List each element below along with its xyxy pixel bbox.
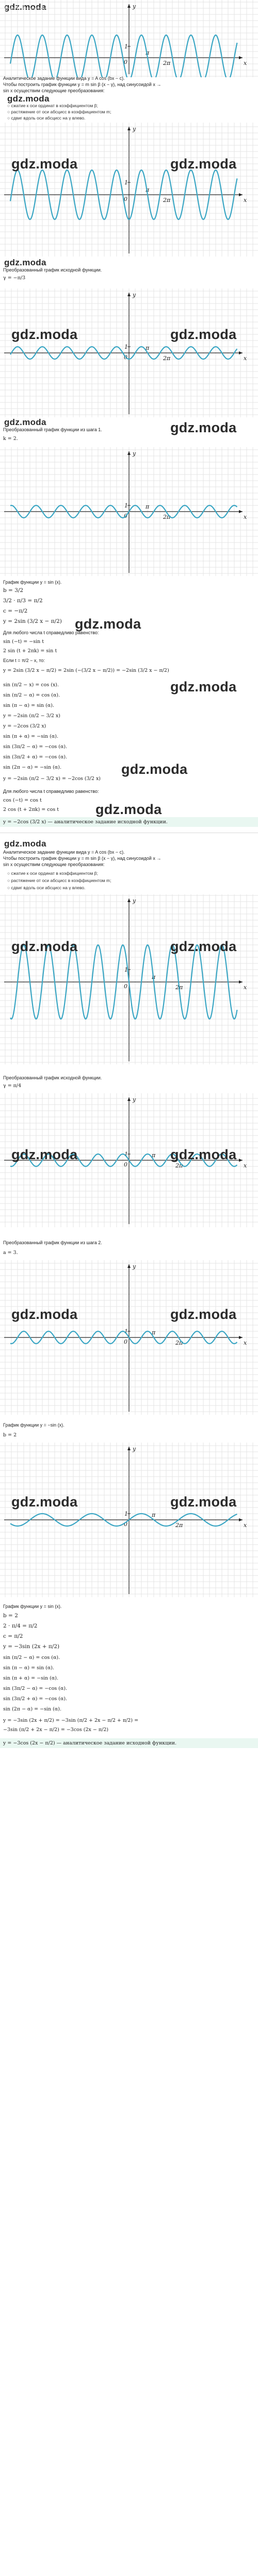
calc-3: c = −π/2	[3, 608, 28, 614]
graph1-caption: Преобразованный график исходной функции.	[3, 1075, 102, 1080]
calc-21: cos (−t) = cos t	[3, 798, 42, 803]
watermark: gdz.moda	[4, 839, 46, 849]
watermark: gdz.moda	[170, 1494, 237, 1510]
tick-label-2pi: 2π	[175, 984, 183, 991]
y-axis-label: y	[133, 897, 136, 904]
x-axis-label: x	[244, 355, 247, 362]
calc-9: y = 2sin (3/2 x − π/2) = 2sin (−(3/2 x − π/2)) = −2sin (3/2 x − π/2)	[3, 668, 169, 673]
tick-label-one: 1	[124, 1151, 128, 1158]
tick-label-2pi: 2π	[163, 197, 171, 204]
graph3-caption: График функции y = sin (x).	[3, 580, 62, 585]
k-line: a = 3.	[3, 1250, 18, 1256]
graph-intro	[0, 0, 258, 77]
tick-label-one: 1	[124, 1511, 128, 1517]
tick-label-one: 1	[124, 967, 128, 973]
answer-2: y = −3cos (2x − π/2) — аналитическое задание исходной функции.	[3, 1740, 177, 1746]
x-axis-label: x	[244, 984, 247, 991]
watermark: gdz.moda	[170, 420, 237, 435]
tick-label-2pi: 2π	[163, 60, 171, 66]
x-axis-label: x	[244, 197, 247, 204]
y-arrow	[127, 4, 131, 8]
y-arrow	[127, 451, 131, 455]
calc-2: 2 · π/4 = π/2	[3, 1623, 38, 1629]
calc-11: sin (π/2 − α) = cos (α).	[3, 692, 60, 698]
intro-line-2: Чтобы построить график функции y = m sin β (x − γ), над синусоидой x →	[3, 856, 162, 861]
x-axis-label: x	[244, 514, 247, 520]
graph-2	[0, 289, 258, 417]
watermark: gdz.moda	[4, 258, 46, 267]
intro-line-1: Аналитическое задание функции вида y = A cos (bx − c).	[3, 76, 125, 81]
watermark: gdz.moda	[11, 1494, 78, 1510]
b-line: b = 2	[3, 1432, 17, 1438]
tick-label-2pi: 2π	[163, 355, 171, 362]
origin-label: 0	[124, 983, 127, 990]
origin-label: 0	[124, 513, 127, 519]
y-arrow	[127, 293, 131, 296]
watermark: gdz.moda	[170, 156, 237, 172]
tick-label-one: 1	[124, 344, 128, 350]
bullet-3: ○ сдвиг вдоль оси абсцисс на γ влево.	[7, 115, 85, 121]
calc-6: sin (−t) = −sin t	[3, 639, 44, 645]
calc-13: y = −2sin (π/2 − 3/2 x)	[3, 713, 60, 719]
calc-3: c = π/2	[3, 1633, 23, 1639]
watermark: gdz.moda	[11, 939, 78, 954]
graph2-caption: Преобразованный график функции из шага 2.	[3, 1240, 102, 1245]
graph2-caption: Преобразованный график функции из шага 1.	[3, 427, 102, 432]
tick-label-2pi: 2π	[175, 1162, 183, 1169]
origin-label: 0	[124, 354, 127, 361]
calc-22: 2 cos (t + 2πk) = cos t	[3, 807, 59, 812]
bullet-3: ○ сдвиг вдоль оси абсцисс на γ влево.	[7, 885, 85, 891]
tick-label-2pi: 2π	[175, 1522, 183, 1529]
tick-label-one: 1	[124, 502, 128, 509]
graph3-caption: График функции y = −sin (x).	[3, 1422, 64, 1428]
calc-7: sin (π + α) = −sin (α).	[3, 1675, 58, 1681]
tick-label-pi: π	[146, 345, 150, 351]
calc-6: sin (π − α) = sin (α).	[3, 1665, 55, 1671]
calc-12: sin (π − α) = sin (α).	[3, 703, 55, 708]
tick-label-2pi: 2π	[163, 514, 171, 520]
x-axis-label: x	[244, 1162, 247, 1169]
calc-12: −3sin (π/2 + 2x − π/2) = −3cos (2x − π/2)	[3, 1727, 109, 1733]
calc-8: sin (3π/2 − α) = −cos (α).	[3, 1686, 68, 1691]
origin-label: 0	[124, 59, 127, 65]
watermark: gdz.moda	[11, 327, 78, 342]
bullet-1: ○ сжатие к оси ординат в коэффициентом β;	[7, 103, 98, 109]
graph-7	[0, 1443, 258, 1597]
tick-label-pi: π	[152, 1512, 156, 1518]
bullet-2: ○ растяжение от оси абсцисс в коэффициентом m;	[7, 878, 111, 884]
calc-5: sin (π/2 − α) = cos (α).	[3, 1655, 60, 1660]
y-axis-label: y	[133, 1263, 136, 1270]
intro-line-2: Чтобы построить график функции y = m sin β (x − γ), над синусоидой x →	[3, 82, 162, 87]
y-axis-label: y	[133, 450, 136, 457]
calc-9: sin (3π/2 + α) = −cos (α).	[3, 1696, 68, 1702]
watermark: gdz.moda	[170, 939, 237, 954]
intro-line-1: Аналитическое задание функции вида y = A cos (bx − c).	[3, 850, 125, 855]
tick-label-pi: π	[152, 1152, 156, 1159]
tick-label-pi: π	[152, 1329, 156, 1336]
graph-6	[0, 1260, 258, 1415]
calc-20: Для любого числа t справедливо равенство:	[3, 789, 99, 794]
calc-1: b = 3/2	[3, 587, 24, 594]
calc-7: 2 sin (t + 2πk) = sin t	[3, 648, 57, 654]
calc-1: b = 2	[3, 1613, 18, 1619]
y-arrow	[127, 1097, 131, 1101]
y-axis-label: y	[133, 3, 136, 10]
origin-label: 0	[124, 1161, 127, 1168]
calc-10: sin (2π − α) = −sin (α).	[3, 1706, 62, 1712]
watermark: gdz.moda	[7, 94, 50, 104]
bullet-2: ○ растяжение от оси абсцисс в коэффициентом m;	[7, 109, 111, 115]
watermark: gdz.moda	[170, 1147, 237, 1162]
watermark: gdz.moda	[11, 1307, 78, 1322]
graph-3	[0, 447, 258, 576]
y-axis-label: y	[133, 292, 136, 298]
y-arrow	[127, 1447, 131, 1450]
calc-11: y = −3sin (2x + π/2) = −3sin (π/2 + 2x − π/2 + π/2) =	[3, 1718, 139, 1723]
gamma-line: γ = π/4	[3, 1083, 22, 1089]
calc-5: Для любого числа t справедливо равенство:	[3, 630, 99, 635]
gamma-line: γ = −π/3	[3, 275, 26, 281]
tick-label-pi: π	[146, 503, 150, 510]
x-axis-label: x	[244, 1340, 247, 1346]
watermark: gdz.moda	[170, 327, 237, 342]
y-axis-label: y	[133, 126, 136, 132]
intro-line-3: sin x осуществим следующие преобразования:	[3, 88, 105, 93]
calc-10: sin (π/2 − x) = cos (x).	[3, 682, 59, 688]
tick-label-pi: π	[146, 49, 150, 56]
calc-19: y = −2sin (π/2 − 3/2 x) = −2cos (3/2 x)	[3, 776, 101, 782]
tick-label-pi: π	[146, 187, 150, 193]
k-line: k = 2.	[3, 436, 18, 442]
answer-1: y = −2cos (3/2 x) — аналитическое задание исходной функции.	[3, 819, 168, 825]
calc-18: sin (2π − α) = −sin (α).	[3, 765, 62, 770]
graph4-caption: График функции y = sin (x).	[3, 1604, 62, 1609]
origin-label: 0	[124, 1521, 127, 1528]
watermark: gdz.moda	[170, 679, 237, 694]
calc-8: Если t = π/2 − x, то:	[3, 658, 45, 663]
x-axis-label: x	[244, 60, 247, 66]
watermark: gdz.moda	[95, 802, 162, 817]
y-arrow	[127, 899, 131, 902]
calc-16: sin (3π/2 − α) = −cos (α).	[3, 744, 68, 750]
y-axis-label: y	[133, 1446, 136, 1452]
origin-label: 0	[124, 1338, 127, 1345]
graph-1	[0, 123, 258, 257]
watermark: gdz.moda	[4, 2, 46, 12]
graph1-caption: Преобразованный график исходной функции.	[3, 267, 102, 273]
y-arrow	[127, 1264, 131, 1268]
tick-label-pi: π	[152, 974, 156, 980]
graph-4	[0, 894, 258, 1064]
calc-4: y = 2sin (3/2 x − π/2)	[3, 618, 62, 624]
intro-line-3: sin x осуществим следующие преобразования:	[3, 862, 105, 867]
watermark: gdz.moda	[75, 616, 141, 632]
watermark: gdz.moda	[11, 156, 78, 172]
tick-label-one: 1	[124, 43, 128, 50]
tick-label-one: 1	[124, 1328, 128, 1335]
tick-label-2pi: 2π	[175, 1340, 183, 1346]
calc-2: 3/2 · π/3 = π/2	[3, 598, 43, 604]
calc-17: sin (3π/2 + α) = −cos (α).	[3, 754, 68, 760]
watermark: gdz.moda	[170, 1307, 237, 1322]
watermark: gdz.moda	[11, 1147, 78, 1162]
y-arrow	[127, 127, 131, 130]
calc-14: y = −2cos (3/2 x)	[3, 723, 46, 729]
origin-label: 0	[124, 196, 127, 202]
calc-15: sin (π + α) = −sin (α).	[3, 734, 58, 739]
y-axis-label: y	[133, 1096, 136, 1103]
calc-4: y = −3sin (2x + π/2)	[3, 1643, 60, 1650]
bullet-1: ○ сжатие к оси ординат в коэффициентом β;	[7, 871, 98, 876]
tick-label-one: 1	[124, 179, 128, 186]
watermark: gdz.moda	[121, 761, 188, 777]
watermark: gdz.moda	[4, 417, 46, 427]
x-axis-label: x	[244, 1522, 247, 1529]
